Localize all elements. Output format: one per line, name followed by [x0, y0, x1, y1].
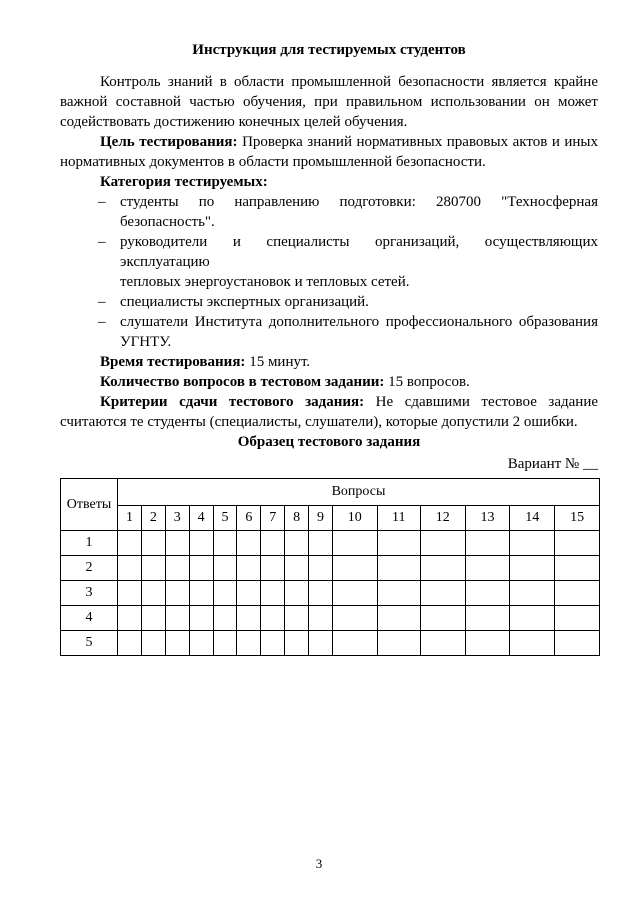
answer-cell[interactable] — [555, 606, 600, 631]
answer-cell[interactable] — [510, 531, 555, 556]
answer-cell[interactable] — [118, 556, 142, 581]
answer-cell[interactable] — [309, 581, 333, 606]
table-row — [61, 581, 600, 606]
table-row — [61, 606, 600, 631]
category-item: – специалисты экспертных организаций. — [98, 294, 369, 310]
table-row — [61, 631, 600, 656]
question-number-cell: 2 — [141, 506, 165, 531]
category-heading: Категория тестируемых: — [100, 174, 268, 190]
answer-cell[interactable] — [165, 556, 189, 581]
answers-header: Ответы — [61, 479, 118, 531]
answer-cell[interactable] — [465, 581, 510, 606]
bullet-dash: – — [98, 194, 106, 210]
question-number-cell: 14 — [510, 506, 555, 531]
question-number-cell: 5 — [213, 506, 237, 531]
question-number-row — [61, 506, 600, 531]
answer-number-cell: 5 — [61, 631, 118, 656]
answer-cell[interactable] — [377, 531, 420, 556]
question-number-cell: 8 — [285, 506, 309, 531]
question-number-cell: 15 — [555, 506, 600, 531]
category-item-continuation: тепловых энергоустановок и тепловых сетей. — [120, 274, 410, 290]
question-number-cell: 4 — [189, 506, 213, 531]
answer-cell[interactable] — [189, 606, 213, 631]
answer-cell[interactable] — [213, 556, 237, 581]
answer-cell[interactable] — [118, 631, 142, 656]
category-item: – слушатели Института дополнительного профессионального образования — [98, 314, 598, 330]
answer-cell[interactable] — [141, 556, 165, 581]
category-item-continuation: УГНТУ. — [120, 334, 172, 350]
question-number-cell: 9 — [309, 506, 333, 531]
page-title: Инструкция для тестируемых студентов — [192, 42, 466, 58]
criteria-paragraph: Критерии сдачи тестового задания: Не сдавшими тестовое задание считаются те студенты (специалисты, слушатели), которые допустили 2 ошибки. — [60, 394, 599, 430]
answer-cell[interactable] — [237, 581, 261, 606]
answer-cell[interactable] — [309, 531, 333, 556]
answer-cell[interactable] — [213, 581, 237, 606]
answer-cell[interactable] — [165, 531, 189, 556]
bullet-dash: – — [98, 234, 106, 250]
answer-cell[interactable] — [118, 581, 142, 606]
answer-cell[interactable] — [213, 531, 237, 556]
question-number-cell: 13 — [465, 506, 510, 531]
table-row — [61, 531, 600, 556]
answer-cell[interactable] — [377, 556, 420, 581]
answer-cell[interactable] — [377, 606, 420, 631]
answer-cell[interactable] — [420, 581, 465, 606]
answer-cell[interactable] — [332, 556, 377, 581]
answer-cell[interactable] — [510, 556, 555, 581]
answer-cell[interactable] — [555, 556, 600, 581]
answer-cell[interactable] — [261, 631, 285, 656]
answer-number-cell: 2 — [61, 556, 118, 581]
answer-cell[interactable] — [141, 581, 165, 606]
question-number-cell: 3 — [165, 506, 189, 531]
answer-cell[interactable] — [285, 631, 309, 656]
answer-cell[interactable] — [261, 556, 285, 581]
answer-cell[interactable] — [237, 556, 261, 581]
answer-cell[interactable] — [237, 631, 261, 656]
answer-number-cell: 3 — [61, 581, 118, 606]
answer-cell[interactable] — [189, 581, 213, 606]
question-number-cell: 11 — [377, 506, 420, 531]
answer-cell[interactable] — [510, 631, 555, 656]
answer-cell[interactable] — [141, 631, 165, 656]
answer-cell[interactable] — [309, 631, 333, 656]
answer-cell[interactable] — [465, 556, 510, 581]
answer-cell[interactable] — [189, 531, 213, 556]
questions-header: Вопросы — [118, 479, 600, 506]
answer-rows — [61, 531, 600, 656]
answer-cell[interactable] — [261, 606, 285, 631]
answer-cell[interactable] — [420, 606, 465, 631]
answer-number-cell: 1 — [61, 531, 118, 556]
time-paragraph: Время тестирования: 15 минут. — [100, 354, 311, 370]
answer-table — [60, 478, 600, 656]
answer-cell[interactable] — [465, 631, 510, 656]
answer-cell[interactable] — [118, 531, 142, 556]
answer-number-cell: 4 — [61, 606, 118, 631]
answer-cell[interactable] — [309, 606, 333, 631]
answer-cell[interactable] — [332, 606, 377, 631]
answer-cell[interactable] — [555, 531, 600, 556]
category-item: – руководители и специалисты организаций, осуществляющих эксплуатацию — [98, 234, 598, 270]
answer-cell[interactable] — [285, 531, 309, 556]
category-item: – студенты по направлению подготовки: 280700 "Техносферная — [98, 194, 598, 210]
variant-label: Вариант № __ — [507, 456, 598, 472]
answer-cell[interactable] — [420, 556, 465, 581]
answer-cell[interactable] — [285, 556, 309, 581]
answer-cell[interactable] — [189, 631, 213, 656]
answer-cell[interactable] — [555, 631, 600, 656]
goal-paragraph — [60, 132, 598, 172]
bullet-dash: – — [98, 314, 106, 330]
answer-cell[interactable] — [332, 531, 377, 556]
answer-cell[interactable] — [510, 581, 555, 606]
answer-cell[interactable] — [261, 531, 285, 556]
answer-cell[interactable] — [141, 531, 165, 556]
question-number-cell: 10 — [332, 506, 377, 531]
category-item-continuation: безопасность". — [120, 214, 215, 230]
answer-cell[interactable] — [510, 606, 555, 631]
answer-cell[interactable] — [285, 581, 309, 606]
intro-paragraph: Контроль знаний в области промышленной безопасности является крайне важной составной частью обучения, при правильном использовании он может содействовать достижению конечных целей обучения. — [60, 74, 598, 130]
answer-cell[interactable] — [165, 606, 189, 631]
question-number-cell: 6 — [237, 506, 261, 531]
question-number-cell: 12 — [420, 506, 465, 531]
question-number-cell: 7 — [261, 506, 285, 531]
question-number-cell: 1 — [118, 506, 142, 531]
answer-cell[interactable] — [377, 631, 420, 656]
goal-text: Проверка знаний нормативных правовых актов и иных нормативных документов в области промышленной безопасности. — [60, 134, 598, 170]
answer-cell[interactable] — [377, 581, 420, 606]
answer-cell[interactable] — [285, 606, 309, 631]
answer-cell[interactable] — [555, 581, 600, 606]
document-page — [60, 40, 598, 656]
answer-cell[interactable] — [213, 631, 237, 656]
bullet-dash: – — [98, 294, 106, 310]
answer-cell[interactable] — [165, 631, 189, 656]
answer-cell[interactable] — [165, 581, 189, 606]
table-row — [61, 556, 600, 581]
answer-cell[interactable] — [332, 631, 377, 656]
page-number: 3 — [315, 856, 323, 871]
answer-cell[interactable] — [332, 581, 377, 606]
answer-cell[interactable] — [465, 606, 510, 631]
answer-cell[interactable] — [213, 606, 237, 631]
answer-cell[interactable] — [420, 531, 465, 556]
answer-cell[interactable] — [261, 581, 285, 606]
answer-cell[interactable] — [309, 556, 333, 581]
answer-cell[interactable] — [237, 531, 261, 556]
answer-cell[interactable] — [465, 531, 510, 556]
answer-cell[interactable] — [420, 631, 465, 656]
sample-title: Образец тестового задания — [237, 434, 421, 450]
count-paragraph: Количество вопросов в тестовом задании: 15 вопросов. — [100, 374, 470, 390]
answer-cell[interactable] — [141, 606, 165, 631]
goal-label: Цель тестирования: — [100, 134, 238, 150]
answer-cell[interactable] — [237, 606, 261, 631]
answer-cell[interactable] — [189, 556, 213, 581]
answer-cell[interactable] — [118, 606, 142, 631]
